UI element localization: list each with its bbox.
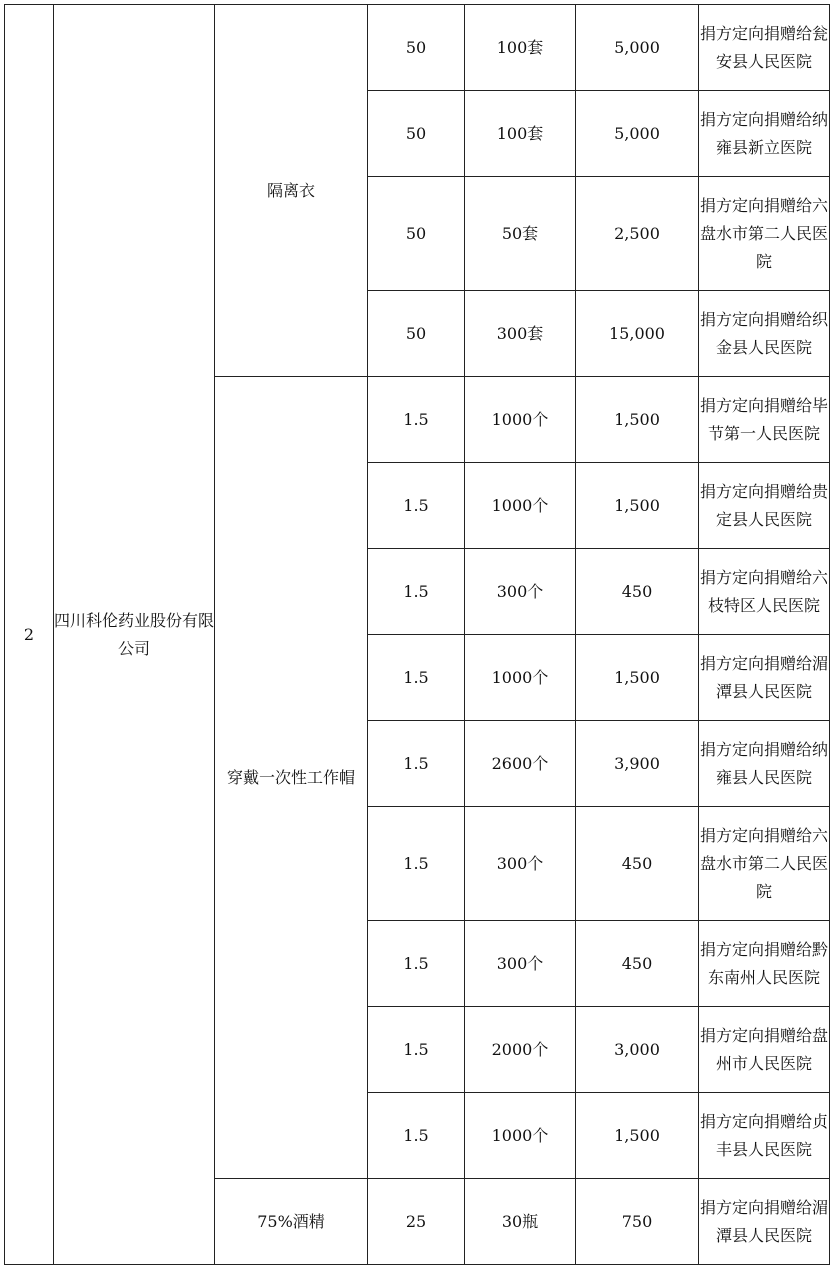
amount: 450 [576,549,699,635]
product-name: 穿戴一次性工作帽 [215,377,368,1179]
unit-price: 1.5 [368,721,465,807]
unit-price: 1.5 [368,1093,465,1179]
table-row [5,5,830,91]
donation-note: 捐方定向捐赠给瓮安县人民医院 [699,5,830,91]
unit-price: 50 [368,91,465,177]
quantity: 1000个 [465,463,576,549]
donation-note: 捐方定向捐赠给六盘水市第二人民医院 [699,177,830,291]
unit-price: 1.5 [368,463,465,549]
unit-price: 1.5 [368,807,465,921]
donation-note: 捐方定向捐赠给贞丰县人民医院 [699,1093,830,1179]
unit-price: 50 [368,177,465,291]
unit-price: 50 [368,5,465,91]
quantity: 1000个 [465,635,576,721]
quantity: 300个 [465,921,576,1007]
quantity: 100套 [465,91,576,177]
amount: 15,000 [576,291,699,377]
company-name: 四川科伦药业股份有限公司 [54,5,215,1265]
donation-note: 捐方定向捐赠给黔东南州人民医院 [699,921,830,1007]
unit-price: 1.5 [368,635,465,721]
quantity: 300套 [465,291,576,377]
quantity: 2000个 [465,1007,576,1093]
donation-note: 捐方定向捐赠给湄潭县人民医院 [699,1179,830,1265]
product-name: 隔离衣 [215,5,368,377]
quantity: 100套 [465,5,576,91]
unit-price: 1.5 [368,377,465,463]
amount: 5,000 [576,5,699,91]
quantity: 300个 [465,549,576,635]
product-name: 75%酒精 [215,1179,368,1265]
donation-note: 捐方定向捐赠给织金县人民医院 [699,291,830,377]
donation-table [4,4,830,1265]
donation-note: 捐方定向捐赠给湄潭县人民医院 [699,635,830,721]
quantity: 300个 [465,807,576,921]
amount: 3,000 [576,1007,699,1093]
donation-note: 捐方定向捐赠给六枝特区人民医院 [699,549,830,635]
quantity: 1000个 [465,1093,576,1179]
unit-price: 1.5 [368,921,465,1007]
donation-note: 捐方定向捐赠给纳雍县新立医院 [699,91,830,177]
quantity: 1000个 [465,377,576,463]
amount: 5,000 [576,91,699,177]
amount: 1,500 [576,377,699,463]
donation-note: 捐方定向捐赠给盘州市人民医院 [699,1007,830,1093]
unit-price: 50 [368,291,465,377]
donation-note: 捐方定向捐赠给毕节第一人民医院 [699,377,830,463]
quantity: 2600个 [465,721,576,807]
donation-note: 捐方定向捐赠给六盘水市第二人民医院 [699,807,830,921]
amount: 450 [576,807,699,921]
amount: 3,900 [576,721,699,807]
donation-note: 捐方定向捐赠给纳雍县人民医院 [699,721,830,807]
amount: 750 [576,1179,699,1265]
amount: 2,500 [576,177,699,291]
unit-price: 25 [368,1179,465,1265]
quantity: 30瓶 [465,1179,576,1265]
unit-price: 1.5 [368,1007,465,1093]
quantity: 50套 [465,177,576,291]
amount: 1,500 [576,463,699,549]
row-index: 2 [5,5,54,1265]
unit-price: 1.5 [368,549,465,635]
amount: 1,500 [576,635,699,721]
table-body [5,5,830,1265]
amount: 1,500 [576,1093,699,1179]
donation-note: 捐方定向捐赠给贵定县人民医院 [699,463,830,549]
amount: 450 [576,921,699,1007]
